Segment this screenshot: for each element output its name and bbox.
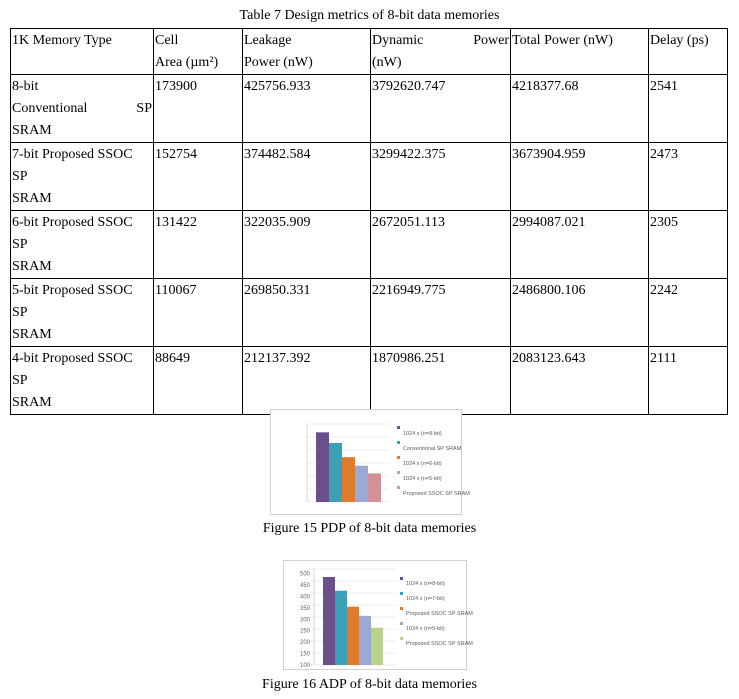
total-cell: 2083123.643 xyxy=(511,347,649,415)
legend-swatch xyxy=(400,607,403,610)
delay-cell: 2541 xyxy=(649,75,728,143)
dynamic-cell: 2672051.113 xyxy=(371,211,511,279)
legend-label: Proposed SSOC SP SRAM xyxy=(406,611,473,617)
legend-label: 1024 x (n=7-bit) xyxy=(406,596,445,602)
memory-type-cell: 4-bit Proposed SSOC SP SRAM xyxy=(11,347,154,415)
bar-4-bit xyxy=(371,628,383,665)
memory-type-cell: 7-bit Proposed SSOC SP SRAM xyxy=(11,143,154,211)
legend-label: Proposed SSOC SP SRAM xyxy=(403,491,470,497)
total-cell: 2486800.106 xyxy=(511,279,649,347)
legend-swatch xyxy=(397,441,400,444)
y-tick-label: 200 xyxy=(299,640,310,647)
table-caption: Table 7 Design metrics of 8-bit data memories xyxy=(239,8,500,23)
dynamic-cell: 2216949.775 xyxy=(371,279,511,347)
delay-cell: 2305 xyxy=(649,211,728,279)
legend-label: 1024 x (n=8-bit) xyxy=(403,431,442,437)
leakage-cell: 269850.331 xyxy=(243,279,371,347)
legend-swatch xyxy=(397,471,400,474)
y-tick-label: 500 xyxy=(299,571,310,578)
area-cell: 131422 xyxy=(154,211,243,279)
header-dynamic-line1: Dynamic Power xyxy=(372,33,509,48)
bar-7-bit xyxy=(335,591,347,665)
header-total-power: Total Power (nW) xyxy=(511,29,649,75)
dynamic-cell: 3299422.375 xyxy=(371,143,511,211)
header-dynamic-power: Dynamic Power (nW) xyxy=(371,29,511,75)
figure-15-caption: Figure 15 PDP of 8-bit data memories xyxy=(262,521,477,536)
dynamic-cell: 3792620.747 xyxy=(371,75,511,143)
bar-4-bit xyxy=(368,473,381,502)
delay-cell: 2473 xyxy=(649,143,728,211)
leakage-cell: 212137.392 xyxy=(243,347,371,415)
total-cell: 4218377.68 xyxy=(511,75,649,143)
area-cell: 152754 xyxy=(154,143,243,211)
total-cell: 3673904.959 xyxy=(511,143,649,211)
legend-swatch xyxy=(400,592,403,595)
figure-15-chart xyxy=(270,409,470,515)
table-row xyxy=(11,279,728,347)
bar-6-bit xyxy=(342,457,355,502)
legend-swatch xyxy=(397,486,400,489)
header-cell-area: Cell Area (µm²) xyxy=(154,29,243,75)
legend-label: Proposed SSOC SP SRAM xyxy=(406,641,473,647)
legend-label: 1024 x (n=8-bit) xyxy=(406,581,445,587)
table-row xyxy=(11,143,728,211)
total-cell: 2994087.021 xyxy=(511,211,649,279)
figure-15-svg xyxy=(271,410,470,514)
leakage-cell: 322035.909 xyxy=(243,211,371,279)
y-tick-label: 450 xyxy=(299,583,310,589)
y-tick-label: 300 xyxy=(299,617,310,624)
bar-5-bit xyxy=(359,616,371,665)
y-tick-label: 250 xyxy=(299,628,310,635)
memory-type-cell: 5-bit Proposed SSOC SP SRAM xyxy=(11,279,154,347)
figure-16-caption: Figure 16 ADP of 8-bit data memories xyxy=(262,677,477,692)
legend-swatch xyxy=(397,456,400,459)
area-cell: 173900 xyxy=(154,75,243,143)
legend-swatch xyxy=(400,577,403,580)
area-cell: 88649 xyxy=(154,347,243,415)
bar-7-bit xyxy=(329,443,342,502)
legend-swatch xyxy=(400,637,403,640)
memory-type-cell: 6-bit Proposed SSOC SP SRAM xyxy=(11,211,154,279)
header-leakage-power: Leakage Power (nW) xyxy=(243,29,371,75)
legend-swatch xyxy=(397,426,400,429)
header-memory-type: 1K Memory Type xyxy=(11,29,154,75)
legend-label: Conventional SP SRAM xyxy=(403,446,462,452)
bar-6-bit xyxy=(347,607,359,665)
table-row xyxy=(11,75,728,143)
leakage-cell: 374482.584 xyxy=(243,143,371,211)
table-header-row xyxy=(11,29,728,75)
y-tick-label: 350 xyxy=(299,605,310,612)
table-row xyxy=(11,347,728,415)
figure-16-svg xyxy=(284,561,473,669)
table-row xyxy=(11,211,728,279)
memory-type-cell: 8-bit Conventional SP SRAM xyxy=(11,75,154,143)
delay-cell: 2111 xyxy=(649,347,728,415)
bar-8-bit xyxy=(316,432,329,502)
legend-label: 1024 x (n=6-bit) xyxy=(403,461,442,467)
y-tick-label: 100 xyxy=(299,663,310,669)
dynamic-cell: 1870986.251 xyxy=(371,347,511,415)
delay-cell: 2242 xyxy=(649,279,728,347)
bar-8-bit xyxy=(323,577,335,665)
legend-label: 1024 x (n=5-bit) xyxy=(403,476,442,482)
design-metrics-table xyxy=(10,28,728,415)
figure-16-chart xyxy=(283,560,473,670)
y-tick-label: 150 xyxy=(299,651,310,658)
leakage-cell: 425756.933 xyxy=(243,75,371,143)
area-cell: 110067 xyxy=(154,279,243,347)
y-tick-label: 400 xyxy=(299,594,310,601)
legend-swatch xyxy=(400,622,403,625)
header-delay: Delay (ps) xyxy=(649,29,728,75)
bar-5-bit xyxy=(355,466,368,502)
legend-label: 1024 x (n=5-bit) xyxy=(406,626,445,632)
